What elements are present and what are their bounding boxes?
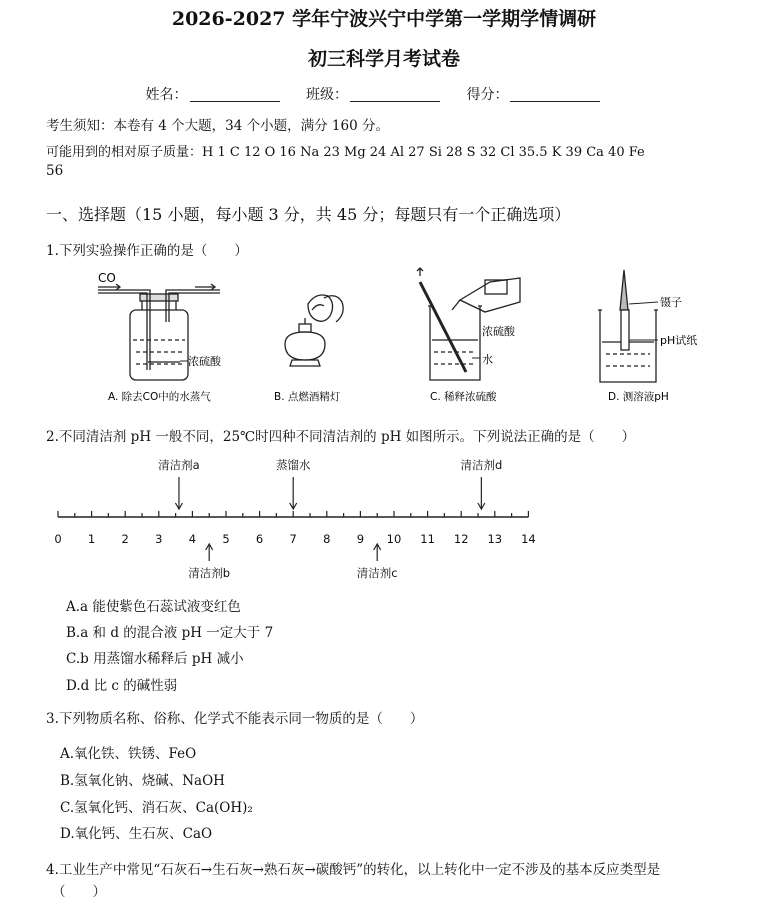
score-label: 得分： <box>466 87 509 103</box>
fig-a-reagent-label: 浓硫酸 <box>188 355 221 368</box>
q2-option-d: D.d 比 c 的碱性弱 <box>66 678 178 694</box>
ph-tick-label: 3 <box>155 532 163 546</box>
ph-marker-label: 清洁剂b <box>188 566 231 580</box>
exam-title: 2026-2027 学年宁波兴宁中学第一学期学情调研 <box>171 8 597 30</box>
ph-tick-label: 12 <box>453 532 469 546</box>
q3-option-c: C.氢氧化钙、消石灰、Ca(OH)₂ <box>60 800 253 816</box>
student-info-row <box>0 84 768 104</box>
fig-b-caption: B. 点燃酒精灯 <box>274 391 341 403</box>
q1-stem: 1.下列实验操作正确的是（ ） <box>46 243 248 259</box>
exam-subtitle: 初三科学月考试卷 <box>307 48 460 70</box>
fig-c-water-label: 水 <box>482 353 493 366</box>
q2-stem: 2.不同清洁剂 pH 一般不同，25℃时四种不同清洁剂的 pH 如图所示。下列说法正确的是（ ） <box>46 429 636 445</box>
exam-notice: 考生须知：本卷有 4 个大题，34 个小题，满分 160 分。 <box>46 118 389 134</box>
q2-option-b: B.a 和 d 的混合液 pH 一定大于 7 <box>66 625 274 641</box>
fig-d-caption: D. 测溶液pH <box>608 391 669 403</box>
atomic-masses-line2: 56 <box>46 163 64 179</box>
atomic-masses-line1: 可能用到的相对原子质量：H 1 C 12 O 16 Na 23 Mg 24 Al 27 Si 28 S 32 Cl 35.5 K 39 Ca 40 Fe <box>46 145 645 160</box>
q3-option-b: B.氢氧化钠、烧碱、NaOH <box>60 773 225 789</box>
ph-tick-label: 11 <box>420 532 435 546</box>
ph-scale-figure <box>40 455 560 585</box>
q1-figures <box>80 262 720 412</box>
fig-d-paper-label: pH试纸 <box>660 334 698 347</box>
ph-tick-label: 13 <box>487 532 503 546</box>
class-blank <box>350 101 440 102</box>
ph-tick-label: 1 <box>87 532 96 546</box>
name-blank <box>190 101 280 102</box>
ph-tick-label: 2 <box>121 532 129 546</box>
fig-a-caption: A. 除去CO中的水蒸气 <box>108 391 211 403</box>
ph-tick-label: 14 <box>521 532 536 546</box>
fig-d-tweezers-label: 镊子 <box>660 296 682 309</box>
ph-tick-label: 9 <box>356 532 365 546</box>
fig-c-caption: C. 稀释浓硫酸 <box>430 391 497 403</box>
ph-tick-label: 7 <box>289 532 297 546</box>
ph-tick-label: 8 <box>323 532 331 546</box>
q3-option-d: D.氧化钙、生石灰、CaO <box>60 826 213 842</box>
ph-tick-label: 10 <box>386 532 402 546</box>
ph-tick-label: 0 <box>54 532 62 546</box>
q2-option-c: C.b 用蒸馏水稀释后 pH 减小 <box>66 651 244 667</box>
name-label: 姓名： <box>145 87 188 103</box>
class-label: 班级： <box>306 87 348 103</box>
q3-option-a: A.氧化铁、铁锈、FeO <box>60 746 197 762</box>
ph-tick-label: 5 <box>222 532 230 546</box>
q2-option-a: A.a 能使紫色石蕊试液变红色 <box>66 599 241 615</box>
q3-stem: 3.下列物质名称、俗称、化学式不能表示同一物质的是（ ） <box>46 711 424 727</box>
ph-tick-label: 4 <box>188 532 197 546</box>
figure-d-ph-test <box>598 270 658 382</box>
ph-marker-label: 清洁剂a <box>158 458 200 472</box>
ph-marker-label: 蒸馏水 <box>275 458 311 472</box>
fig-a-gas-label: CO <box>98 271 116 285</box>
fig-c-reagent-label: 浓硫酸 <box>482 325 515 338</box>
ph-marker-label: 清洁剂d <box>460 458 503 472</box>
figure-b-alcohol-lamp <box>285 295 343 366</box>
section-heading: 一、选择题（15 小题，每小题 3 分，共 45 分；每题只有一个正确选项） <box>46 205 571 224</box>
figure-c-dilution <box>417 268 520 380</box>
score-blank <box>510 101 600 102</box>
q4-stem: 4.工业生产中常见“石灰石→生石灰→熟石灰→碳酸钙”的转化，以上转化中一定不涉及的基本反应类型是 <box>46 862 661 878</box>
ph-tick-label: 6 <box>255 532 264 546</box>
q4-stem-cont: （ ） <box>52 884 106 900</box>
ph-marker-label: 清洁剂c <box>356 566 398 580</box>
